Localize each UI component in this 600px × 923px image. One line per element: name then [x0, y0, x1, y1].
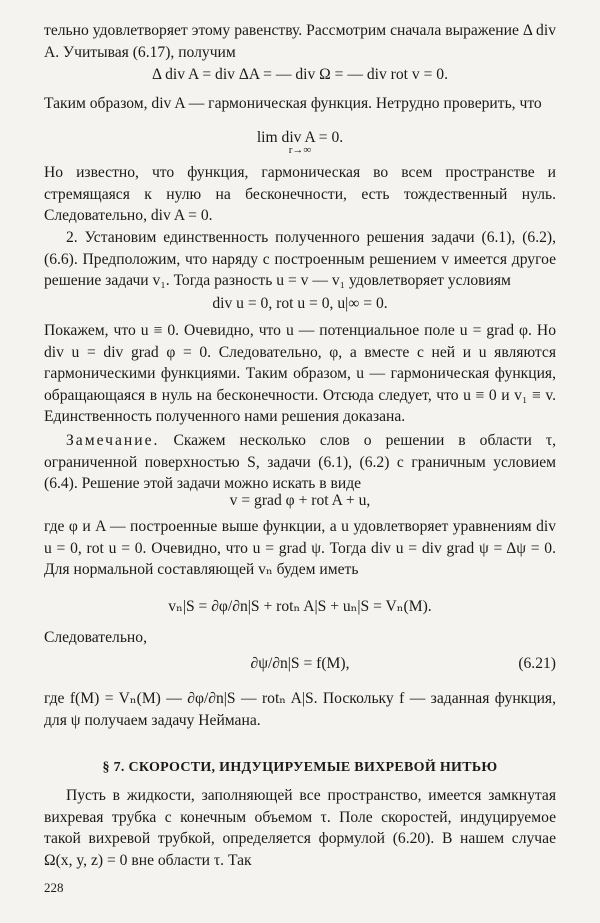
- equation-solution-form: v = grad φ + rot A + u,: [229, 492, 371, 509]
- equation-laplacian-div: Δ div A = div ΔA = — div Ω = — div rot v = 0.: [152, 66, 448, 83]
- remark-label: Замечание.: [66, 432, 160, 449]
- equation-normal-component: vₙ|S = ∂φ/∂n|S + rotₙ A|S + uₙ|S = Vₙ(M).: [168, 598, 432, 615]
- equation-conditions: div u = 0, rot u = 0, u|∞ = 0.: [212, 295, 388, 312]
- paragraph-neumann: где f(M) = Vₙ(M) — ∂φ/∂n|S — rotₙ A|S. Поскольку f — заданная функция, для ψ получаем задачу Неймана.: [44, 690, 556, 729]
- equation-number: (6.21): [518, 655, 556, 672]
- paragraph-harmonic: Таким образом, div A — гармоническая функция. Нетрудно проверить, что: [44, 95, 542, 112]
- paragraph-uniqueness: [44, 227, 556, 292]
- page-number: 228: [44, 880, 64, 895]
- paragraph-zero: Но известно, что функция, гармоническая во всем пространстве и стремящаяся к нулю на бесконечности, есть тождественный нуль. Следовательно, div A = 0.: [44, 164, 556, 224]
- paragraph-remark: [44, 430, 556, 495]
- paragraph-vortex: [44, 785, 556, 871]
- equation-neumann: ∂ψ/∂n|S = f(M),: [250, 655, 350, 672]
- remark-text: Скажем несколько слов о решении в области τ, ограниченной поверхностью S, задачи (6.1), (6.2) с граничным условием (6.4). Решение этой задачи можно искать в виде: [44, 432, 556, 492]
- paragraph-proof: Покажем, что u ≡ 0. Очевидно, что u — потенциальное поле u = grad φ. Но div u = div grad φ = 0. Следовательно, φ, а вместе с ней и u являются гармоническими функциями. Таким образом, u — гармоническая функция, обращающаяся в нуль на бесконечности. Отсюда следует, что u ≡ 0 и v₁ ≡ v. Единственность полученного нами решения доказана.: [44, 322, 556, 425]
- limit-subscript: r→∞: [288, 144, 312, 156]
- paragraph-vortex-text: Пусть в жидкости, заполняющей все пространство, имеется замкнутая вихревая трубка с конечным объемом τ. Поле скоростей, индуцируемое такой вихревой трубкой, определяется формулой (6.20). В нашем случае Ω(x, y, z) = 0 вне области τ. Так: [44, 787, 556, 869]
- limit-expression: lim div A = 0.: [256, 129, 344, 146]
- paragraph-functions: где φ и A — построенные выше функции, а u удовлетворяет уравнениям div u = 0, rot u = 0. Очевидно, что u = grad ψ. Тогда div u = div grad ψ = Δψ = 0. Для нормальной составляющей vₙ будем иметь: [44, 518, 556, 578]
- paragraph-consequently: Следовательно,: [44, 629, 147, 646]
- paragraph-uniqueness-text: 2. Установим единственность полученного решения задачи (6.1), (6.2), (6.6). Предположим, что наряду с построенным решением v имеется другое решение задачи v₁. Тогда разность u = v — v₁ удовлетворяет условиям: [44, 229, 556, 289]
- paragraph-continuation: тельно удовлетворяет этому равенству. Рассмотрим сначала выражение Δ div A. Учитывая (6.17), получим: [44, 22, 556, 61]
- section-heading: § 7. СКОРОСТИ, ИНДУЦИРУЕМЫЕ ВИХРЕВОЙ НИТЬЮ: [102, 760, 498, 775]
